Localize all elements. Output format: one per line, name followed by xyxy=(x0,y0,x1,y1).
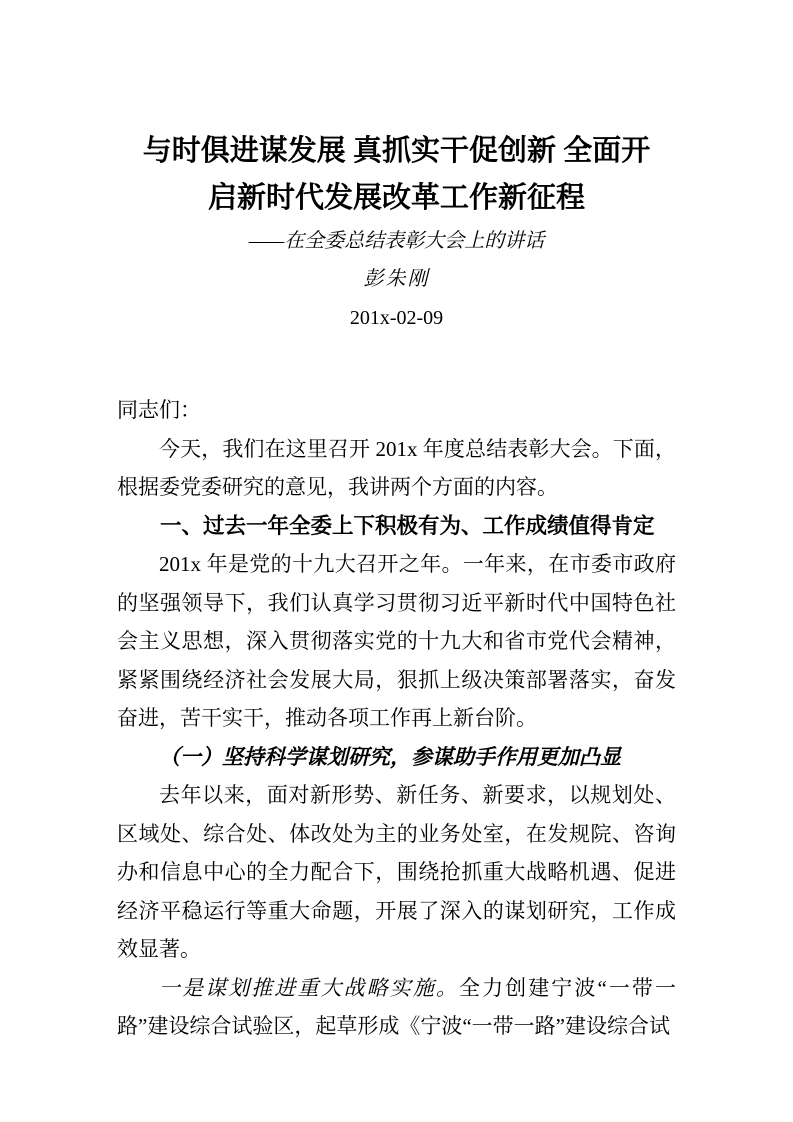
subsection-1-paragraph: 去年以来，面对新形势、新任务、新要求，以规划处、区域处、综合处、体改处为主的业务处室，在发规院、咨询办和信息中心的全力配合下，围绕抢抓重大战略机遇、促进经济平稳运行等重大命题，开展了深入的谋划研究，工作成效显著。 xyxy=(117,783,676,961)
document-date: 201x-02-09 xyxy=(349,307,444,329)
document-subtitle: ——在全委总结表彰大会上的讲话 xyxy=(248,230,545,252)
document-title xyxy=(117,128,676,222)
document-content xyxy=(117,128,676,1046)
section-1-paragraph: 201x 年是党的十九大召开之年。一年来，在市委市政府的坚强领导下，我们认真学习贯彻习近平新时代中国特色社会主义思想，深入贯彻落实党的十九大和省市党代会精神，紧紧围绕经济社会发展大局，狠抓上级决策部署落实，奋发奋进，苦干实干，推动各项工作再上新台阶。 xyxy=(117,552,676,730)
subsection-1-heading: （一）坚持科学谋划研究，参谋助手作用更加凸显 xyxy=(159,744,621,769)
document-title-line-1: 与时俱进谋发展 真抓实干促创新 全面开 xyxy=(142,135,651,167)
salutation: 同志们： xyxy=(117,398,201,422)
point-1-paragraph xyxy=(117,969,676,1046)
point-1-text: 全力创建宁波“一带一路”建设综合试验区，起草形成《宁波“一带一路”建设综合试 xyxy=(117,975,677,1038)
point-1-lead: 一是谋划推进重大战略实施。 xyxy=(159,975,459,1000)
document-author: 彭朱刚 xyxy=(363,268,430,290)
intro-paragraph: 今天，我们在这里召开 201x 年度总结表彰大会。下面，根据委党委研究的意见，我讲两个方面的内容。 xyxy=(117,436,676,499)
section-1-heading: 一、过去一年全委上下积极有为、工作成绩值得肯定 xyxy=(160,513,655,538)
document-title-line-2: 启新时代发展改革工作新征程 xyxy=(207,182,585,214)
document-body xyxy=(117,391,676,1046)
